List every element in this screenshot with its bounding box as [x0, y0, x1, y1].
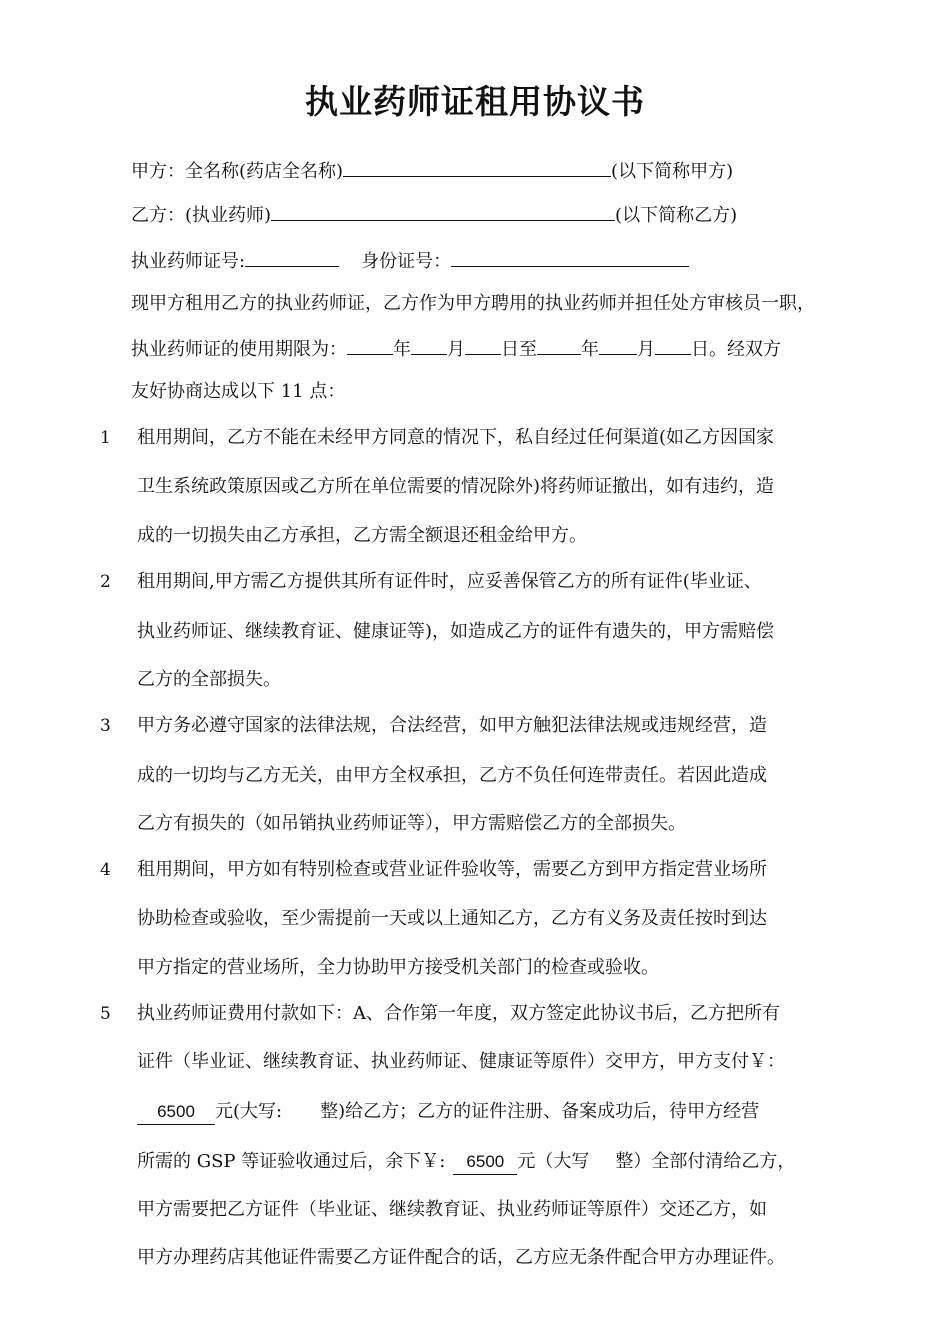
- clause-line: 证件（毕业证、继续教育证、执业药师证、健康证等原件）交甲方，甲方支付￥：: [137, 1051, 785, 1072]
- intro-line-2: [131, 336, 781, 362]
- year-label-2: 年: [581, 339, 599, 360]
- clause-number: 2: [100, 572, 111, 592]
- start-day-blank[interactable]: [465, 336, 501, 355]
- party-b-line: [131, 202, 737, 228]
- term-label: 执业药师证的使用期限为：: [131, 339, 347, 360]
- capital-label-2: 元（大写: [517, 1151, 590, 1172]
- first-payment-amount[interactable]: 6500: [137, 1100, 215, 1125]
- clause-number: 4: [100, 860, 111, 880]
- party-a-line: [131, 158, 733, 184]
- party-b-suffix: (以下简称乙方): [615, 205, 738, 226]
- document-title: 执业药师证租用协议书: [305, 82, 645, 121]
- clause-line: 甲方指定的营业场所，全力协助甲方接受机关部门的检查或验收。: [137, 957, 659, 978]
- clause-text: 整）全部付清给乙方，: [615, 1151, 796, 1172]
- start-year-blank[interactable]: [347, 336, 393, 355]
- clause-line: 协助检查或验收，至少需提前一天或以上通知乙方，乙方有义务及责任按时到达: [137, 908, 767, 929]
- end-year-blank[interactable]: [537, 336, 581, 355]
- clause-line: 成的一切均与乙方无关，由甲方全权承担，乙方不负任何连带责任。若因此造成: [137, 765, 767, 786]
- clause-line: 执业药师证、继续教育证、健康证等)，如造成乙方的证件有遗失的，甲方需赔偿: [137, 621, 775, 642]
- day-to-label: 日至: [501, 339, 537, 360]
- clause-line: 甲方务必遵守国家的法律法规，合法经营，如甲方触犯法律法规或违规经营，造: [137, 715, 767, 736]
- clause-number: 3: [100, 716, 111, 736]
- party-a-blank[interactable]: [343, 158, 611, 177]
- end-day-blank[interactable]: [655, 336, 691, 355]
- party-b-label: 乙方：(执业药师): [131, 205, 272, 226]
- clause-line: 执业药师证费用付款如下：A、合作第一年度，双方签定此协议书后，乙方把所有: [137, 1003, 780, 1024]
- party-a-label: 甲方：全名称(药店全名称): [131, 161, 344, 182]
- clause-line: 租用期间，乙方不能在未经甲方同意的情况下，私自经过任何渠道(如乙方因国家: [137, 427, 775, 448]
- party-b-blank[interactable]: [271, 202, 615, 221]
- clause-text: 整)给乙方；乙方的证件注册、备案成功后，待甲方经营: [320, 1101, 760, 1122]
- year-label: 年: [393, 339, 411, 360]
- id-no-blank[interactable]: [451, 248, 689, 267]
- party-a-suffix: (以下简称甲方): [611, 161, 734, 182]
- day-end-label: 日。经双方: [691, 339, 781, 360]
- clause-text: 所需的 GSP 等证验收通过后，余下￥:: [137, 1151, 446, 1172]
- clause-line: 甲方办理药店其他证件需要乙方证件配合的话，乙方应无条件配合甲方办理证件。: [137, 1247, 785, 1268]
- clause-line: 乙方的全部损失。: [137, 669, 281, 690]
- cert-id-line: [131, 248, 689, 274]
- clause-number: 5: [100, 1004, 111, 1024]
- month-label-2: 月: [637, 339, 655, 360]
- clause-number: 1: [100, 428, 111, 448]
- clause-line-amount-2: [137, 1150, 795, 1175]
- intro-line-1: 现甲方租用乙方的执业药师证，乙方作为甲方聘用的执业药师并担任处方审核员一职，: [131, 293, 815, 314]
- end-month-blank[interactable]: [599, 336, 637, 355]
- clause-line: 乙方有损失的（如吊销执业药师证等），甲方需赔偿乙方的全部损失。: [137, 813, 686, 834]
- id-no-label: 身份证号：: [361, 251, 452, 272]
- clause-line: 租用期间，甲方如有特别检查或营业证件验收等，需要乙方到甲方指定营业场所: [137, 859, 767, 880]
- clause-line: 租用期间,甲方需乙方提供其所有证件时，应妥善保管乙方的所有证件(毕业证、: [137, 571, 762, 592]
- capital-label: 元(大写:: [215, 1101, 283, 1122]
- clause-line: 甲方需要把乙方证件（毕业证、继续教育证、执业药师证等原件）交还乙方，如: [137, 1199, 767, 1220]
- clause-line-amount-1: [137, 1100, 759, 1125]
- cert-no-label: 执业药师证号:: [131, 251, 246, 272]
- second-payment-amount[interactable]: 6500: [453, 1150, 517, 1175]
- cert-no-blank[interactable]: [245, 248, 339, 267]
- month-label: 月: [447, 339, 465, 360]
- clause-line: 成的一切损失由乙方承担，乙方需全额退还租金给甲方。: [137, 525, 587, 546]
- intro-line-3: 友好协商达成以下 11 点：: [131, 381, 346, 402]
- clause-line: 卫生系统政策原因或乙方所在单位需要的情况除外)将药师证撤出，如有违约，造: [137, 476, 775, 497]
- start-month-blank[interactable]: [411, 336, 447, 355]
